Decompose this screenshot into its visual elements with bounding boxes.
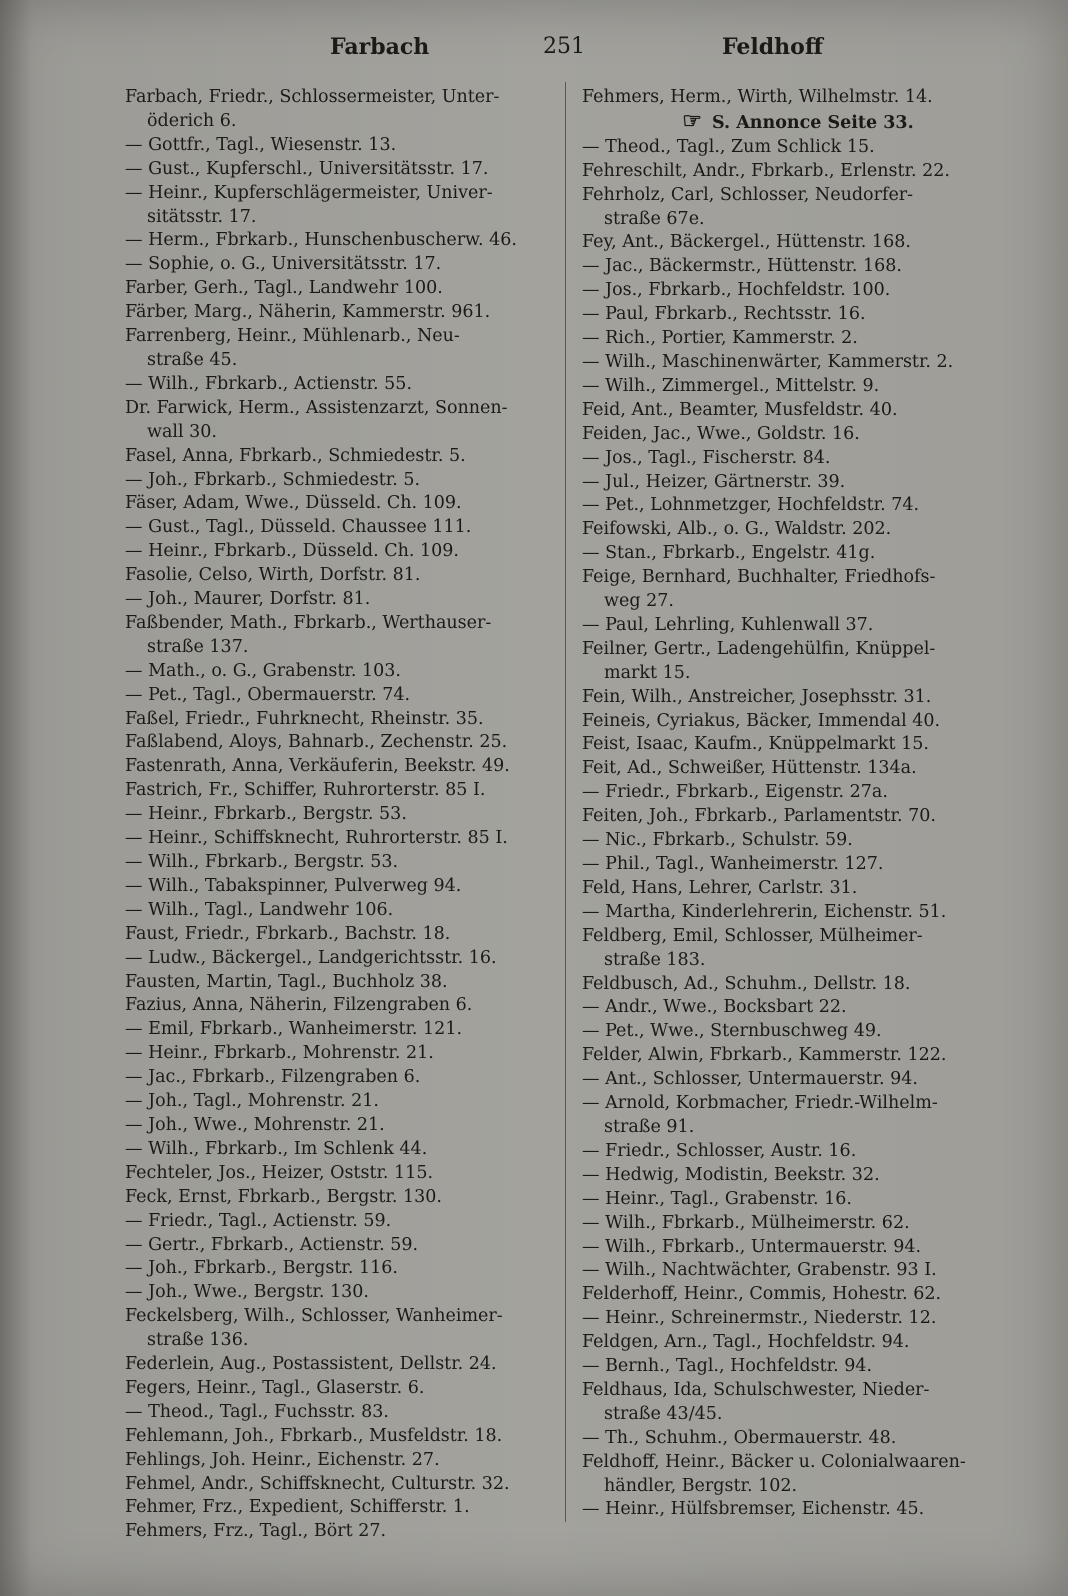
directory-entry-line: Fehmel, Andr., Schiffsknecht, Culturstr. 32. xyxy=(125,1473,510,1494)
directory-entry-line: — Wilh., Fbrkarb., Mülheimerstr. 62. xyxy=(582,1212,910,1233)
directory-entry-line: — Heinr., Fbrkarb., Düsseld. Ch. 109. xyxy=(125,541,459,562)
directory-entry-line: Faßel, Friedr., Fuhrknecht, Rheinstr. 35. xyxy=(125,708,484,729)
directory-entry-line: Farbach, Friedr., Schlossermeister, Unter- xyxy=(125,87,500,107)
directory-entry-line: — Joh., Wwe., Mohrenstr. 21. xyxy=(125,1114,385,1135)
directory-entry-line: Feit, Ad., Schweißer, Hüttenstr. 134a. xyxy=(582,758,917,779)
directory-entry-line: straße 67e. xyxy=(604,208,705,229)
directory-entry-line: straße 91. xyxy=(604,1116,695,1137)
directory-entry-line: — Math., o. G., Grabenstr. 103. xyxy=(125,660,401,681)
directory-entry-line: Feifowski, Alb., o. G., Waldstr. 202. xyxy=(582,519,892,540)
directory-entry-line: — Rich., Portier, Kammerstr. 2. xyxy=(582,328,858,349)
directory-entry-line: Faust, Friedr., Fbrkarb., Bachstr. 18. xyxy=(125,923,451,944)
directory-entry-line: — Heinr., Kupferschlägermeister, Univer- xyxy=(125,182,493,203)
directory-entry-line: Feiden, Jac., Wwe., Goldstr. 16. xyxy=(582,423,860,444)
directory-entry-line: Fausten, Martin, Tagl., Buchholz 38. xyxy=(125,971,448,992)
directory-entry-line: Feiten, Joh., Fbrkarb., Parlamentstr. 70. xyxy=(582,806,936,827)
directory-entry-line: — Th., Schuhm., Obermauerstr. 48. xyxy=(582,1427,897,1448)
directory-entry-line xyxy=(582,110,1014,136)
directory-entry-line: — Andr., Wwe., Bocksbart 22. xyxy=(582,997,847,1018)
directory-entry-line: — Jos., Fbrkarb., Hochfeldstr. 100. xyxy=(582,280,891,301)
directory-entry-line: Feld, Hans, Lehrer, Carlstr. 31. xyxy=(582,877,858,898)
directory-entry-line: straße 183. xyxy=(604,949,706,970)
directory-entry-line: — Martha, Kinderlehrerin, Eichenstr. 51. xyxy=(582,901,947,922)
directory-entry-line: Fasolie, Celso, Wirth, Dorfstr. 81. xyxy=(125,565,421,586)
directory-entry-line: — Paul, Fbrkarb., Rechtsstr. 16. xyxy=(582,304,866,325)
directory-entry-line: — Theod., Tagl., Fuchsstr. 83. xyxy=(125,1401,389,1422)
directory-entry-line: Fehlemann, Joh., Fbrkarb., Musfeldstr. 18. xyxy=(125,1425,503,1446)
directory-entry-line: straße 136. xyxy=(147,1330,249,1351)
directory-entry-line: — Wilh., Nachtwächter, Grabenstr. 93 I. xyxy=(582,1260,937,1281)
directory-entry-line: Farrenberg, Heinr., Mühlenarb., Neu- xyxy=(125,326,460,347)
directory-entry-line: — Nic., Fbrkarb., Schulstr. 59. xyxy=(582,830,853,851)
directory-entry-line: — Hedwig, Modistin, Beekstr. 32. xyxy=(582,1164,880,1185)
directory-entry-line: Feige, Bernhard, Buchhalter, Friedhofs- xyxy=(582,567,936,588)
directory-entry-line: Fasel, Anna, Fbrkarb., Schmiedestr. 5. xyxy=(125,445,466,466)
directory-entry-line: Faßbender, Math., Fbrkarb., Werthauser- xyxy=(125,612,492,633)
directory-entry-line: — Stan., Fbrkarb., Engelstr. 41g. xyxy=(582,543,876,564)
directory-entry-line: — Jos., Tagl., Fischerstr. 84. xyxy=(582,447,831,468)
directory-entry-line: — Friedr., Fbrkarb., Eigenstr. 27a. xyxy=(582,782,888,803)
directory-entry-line: — Joh., Fbrkarb., Schmiedestr. 5. xyxy=(125,469,421,490)
directory-entry-line: — Emil, Fbrkarb., Wanheimerstr. 121. xyxy=(125,1019,463,1040)
directory-entry-line: markt 15. xyxy=(604,662,691,683)
directory-entry-line: — Jul., Heizer, Gärtnerstr. 39. xyxy=(582,471,846,492)
directory-entry-line: Fastrich, Fr., Schiffer, Ruhrorterstr. 85 I. xyxy=(125,780,486,801)
directory-entry-line: Fehrholz, Carl, Schlosser, Neudorfer- xyxy=(582,184,914,205)
directory-entry-line: Feck, Ernst, Fbrkarb., Bergstr. 130. xyxy=(125,1186,442,1207)
directory-entry-line: — Joh., Maurer, Dorfstr. 81. xyxy=(125,589,371,610)
directory-entry-line: — Arnold, Korbmacher, Friedr.-Wilhelm- xyxy=(582,1093,938,1114)
directory-entry-line: Fehmers, Frz., Tagl., Bört 27. xyxy=(125,1521,387,1542)
directory-entry-line: — Friedr., Schlosser, Austr. 16. xyxy=(582,1140,857,1161)
directory-entry-line: — Wilh., Fbrkarb., Bergstr. 53. xyxy=(125,852,399,872)
directory-entry-line: — Heinr., Fbrkarb., Mohrenstr. 21. xyxy=(125,1043,434,1064)
directory-entry-line: Feineis, Cyriakus, Bäcker, Immendal 40. xyxy=(582,710,941,731)
directory-entry-line: Fehreschilt, Andr., Fbrkarb., Erlenstr. 22. xyxy=(582,160,950,181)
directory-entry-line: — Gottfr., Tagl., Wiesenstr. 13. xyxy=(125,134,397,155)
right-column xyxy=(582,86,1014,1522)
directory-entry-line: Feldbusch, Ad., Schuhm., Dellstr. 18. xyxy=(582,973,911,994)
annonce-note: S. Annonce Seite 33. xyxy=(712,112,914,133)
pointing-hand-icon: ☞ xyxy=(682,109,703,134)
directory-entry-line: Fastenrath, Anna, Verkäuferin, Beekstr. 49. xyxy=(125,756,510,777)
directory-entry-line: — Jac., Bäckermstr., Hüttenstr. 168. xyxy=(582,256,902,277)
running-head xyxy=(0,34,1068,64)
directory-entry-line: Dr. Farwick, Herm., Assistenzarzt, Sonnen- xyxy=(125,397,508,418)
directory-entry-line: — Joh., Wwe., Bergstr. 130. xyxy=(125,1282,369,1303)
directory-entry-line: — Ant., Schlosser, Untermauerstr. 94. xyxy=(582,1069,918,1090)
directory-entry-line: Feldberg, Emil, Schlosser, Mülheimer- xyxy=(582,925,923,946)
directory-entry-line: Feid, Ant., Beamter, Musfeldstr. 40. xyxy=(582,399,898,420)
directory-entry-line: Färber, Marg., Näherin, Kammerstr. 961. xyxy=(125,302,491,323)
directory-entry-line: — Jac., Fbrkarb., Filzengraben 6. xyxy=(125,1067,421,1088)
directory-entry-line: — Pet., Wwe., Sternbuschweg 49. xyxy=(582,1021,882,1042)
column-divider xyxy=(565,82,566,1522)
directory-entry-line: Feilner, Gertr., Ladengehülfin, Knüppel- xyxy=(582,638,936,659)
directory-entry-line: Feldgen, Arn., Tagl., Hochfeldstr. 94. xyxy=(582,1332,910,1353)
directory-entry-line: Fey, Ant., Bäckergel., Hüttenstr. 168. xyxy=(582,232,911,253)
directory-entry-line: — Gust., Tagl., Düsseld. Chaussee 111. xyxy=(125,517,472,538)
directory-entry-line: Feldhoff, Heinr., Bäcker u. Colonialwaaren- xyxy=(582,1451,966,1472)
directory-entry-line: straße 43/45. xyxy=(604,1403,723,1424)
directory-entry-line: Fazius, Anna, Näherin, Filzengraben 6. xyxy=(125,995,473,1016)
directory-entry-line: wall 30. xyxy=(147,421,217,442)
directory-entry-line: — Heinr., Tagl., Grabenstr. 16. xyxy=(582,1188,852,1209)
header-first-name: Farbach xyxy=(330,34,430,60)
directory-entry-line: — Gust., Kupferschl., Universitätsstr. 17. xyxy=(125,158,489,179)
directory-entry-line: — Theod., Tagl., Zum Schlick 15. xyxy=(582,136,875,157)
directory-entry-line: Federlein, Aug., Postassistent, Dellstr. 24. xyxy=(125,1354,497,1375)
directory-entry-line: — Bernh., Tagl., Hochfeldstr. 94. xyxy=(582,1356,873,1377)
directory-entry-line: — Wilh., Fbrkarb., Actienstr. 55. xyxy=(125,373,413,394)
directory-entry-line: — Pet., Lohnmetzger, Hochfeldstr. 74. xyxy=(582,495,920,516)
page-number: 251 xyxy=(543,34,585,59)
directory-entry-line: — Heinr., Fbrkarb., Bergstr. 53. xyxy=(125,804,407,825)
directory-entry-line: händler, Bergstr. 102. xyxy=(604,1475,798,1496)
directory-entry-line: — Gertr., Fbrkarb., Actienstr. 59. xyxy=(125,1234,419,1255)
left-column xyxy=(125,86,557,1544)
directory-entry-line: — Wilh., Fbrkarb., Untermauerstr. 94. xyxy=(582,1236,922,1257)
directory-entry-line: Fehlings, Joh. Heinr., Eichenstr. 27. xyxy=(125,1449,440,1470)
directory-entry-line: Fehmer, Frz., Expedient, Schifferstr. 1. xyxy=(125,1497,470,1518)
directory-entry-line: Feldhaus, Ida, Schulschwester, Nieder- xyxy=(582,1379,930,1400)
directory-entry-line: Fegers, Heinr., Tagl., Glaserstr. 6. xyxy=(125,1377,425,1398)
directory-entry-line: Fechteler, Jos., Heizer, Oststr. 115. xyxy=(125,1162,434,1183)
directory-entry-line: — Wilh., Fbrkarb., Im Schlenk 44. xyxy=(125,1138,428,1159)
directory-entry-line: — Wilh., Zimmergel., Mittelstr. 9. xyxy=(582,375,880,396)
directory-entry-line: — Heinr., Schiffsknecht, Ruhrorterstr. 85 I. xyxy=(125,828,508,849)
directory-entry-line: Feist, Isaac, Kaufm., Knüppelmarkt 15. xyxy=(582,734,929,755)
directory-entry-line: — Joh., Fbrkarb., Bergstr. 116. xyxy=(125,1258,398,1279)
directory-entry-line: sitätsstr. 17. xyxy=(147,206,257,227)
directory-entry-line: — Phil., Tagl., Wanheimerstr. 127. xyxy=(582,854,884,874)
directory-entry-line: Feckelsberg, Wilh., Schlosser, Wanheimer- xyxy=(125,1306,503,1327)
directory-entry-line: Faßlabend, Aloys, Bahnarb., Zechenstr. 25. xyxy=(125,732,508,753)
directory-entry-line: Felder, Alwin, Fbrkarb., Kammerstr. 122. xyxy=(582,1045,947,1066)
directory-entry-line: — Wilh., Tabakspinner, Pulverweg 94. xyxy=(125,875,462,896)
directory-entry-line: straße 137. xyxy=(147,636,249,657)
directory-entry-line: Fein, Wilh., Anstreicher, Josephsstr. 31. xyxy=(582,686,932,707)
directory-entry-line: — Ludw., Bäckergel., Landgerichtsstr. 16. xyxy=(125,947,497,968)
directory-entry-line: — Friedr., Tagl., Actienstr. 59. xyxy=(125,1210,392,1231)
directory-entry-line: Fehmers, Herm., Wirth, Wilhelmstr. 14. xyxy=(582,87,933,107)
directory-entry-line: — Wilh., Tagl., Landwehr 106. xyxy=(125,899,394,920)
directory-entry-line: Fäser, Adam, Wwe., Düsseld. Ch. 109. xyxy=(125,493,462,514)
directory-entry-line: — Pet., Tagl., Obermauerstr. 74. xyxy=(125,684,411,705)
directory-entry-line: Farber, Gerh., Tagl., Landwehr 100. xyxy=(125,278,443,299)
header-last-name: Feldhoff xyxy=(722,34,823,60)
directory-entry-line: — Joh., Tagl., Mohrenstr. 21. xyxy=(125,1091,379,1112)
directory-entry-line: Felderhoff, Heinr., Commis, Hohestr. 62. xyxy=(582,1284,942,1305)
directory-entry-line: — Paul, Lehrling, Kuhlenwall 37. xyxy=(582,614,874,635)
directory-entry-line: weg 27. xyxy=(604,591,674,612)
directory-entry-line: öderich 6. xyxy=(147,110,237,131)
directory-entry-line: — Herm., Fbrkarb., Hunschenbuscherw. 46. xyxy=(125,230,517,251)
directory-entry-line: — Wilh., Maschinenwärter, Kammerstr. 2. xyxy=(582,351,954,372)
directory-entry-line: straße 45. xyxy=(147,349,238,370)
directory-entry-line: — Sophie, o. G., Universitätsstr. 17. xyxy=(125,254,442,275)
directory-entry-line: — Heinr., Hülfsbremser, Eichenstr. 45. xyxy=(582,1499,925,1520)
directory-entry-line: — Heinr., Schreinermstr., Niederstr. 12. xyxy=(582,1308,937,1329)
